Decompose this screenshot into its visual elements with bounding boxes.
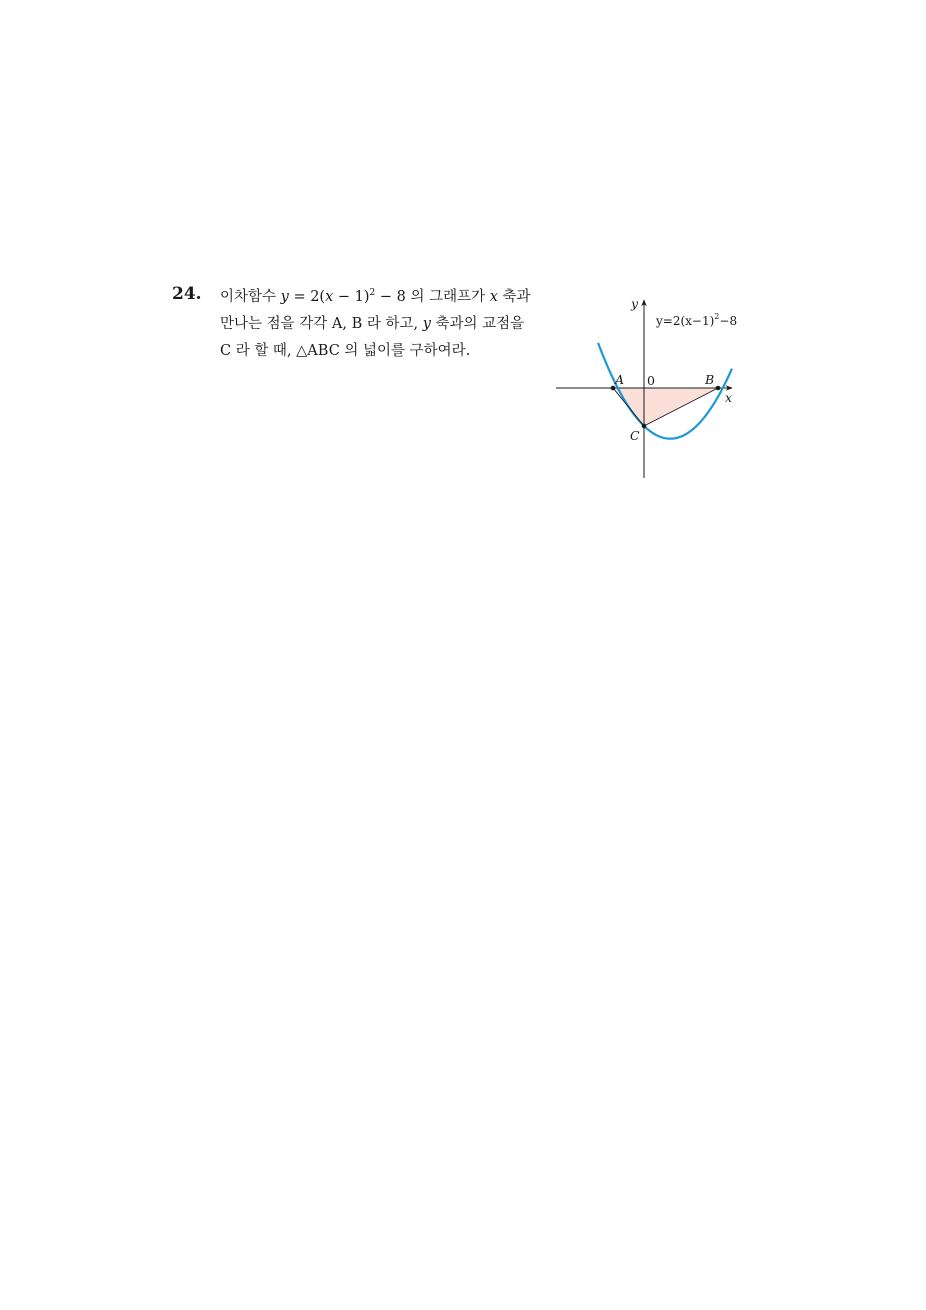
point-b bbox=[716, 386, 721, 391]
point-a-label: A bbox=[615, 372, 625, 387]
equation-base: y=2(x−1) bbox=[656, 314, 715, 328]
text-segment: 이차함수 bbox=[220, 289, 281, 305]
point-c bbox=[642, 424, 647, 429]
axis-y-label: y bbox=[631, 296, 639, 311]
text-segment: = 2( bbox=[288, 289, 326, 305]
graph-svg bbox=[552, 292, 748, 482]
statement-line-2 bbox=[220, 311, 550, 338]
point-c-label: C bbox=[630, 428, 640, 443]
statement-line-1 bbox=[220, 284, 550, 311]
point-b-label: B bbox=[705, 372, 715, 387]
problem-statement bbox=[220, 284, 550, 365]
math-var-y: y bbox=[280, 289, 289, 305]
math-var-x: x bbox=[489, 289, 498, 305]
math-var-x: x bbox=[325, 289, 334, 305]
axis-x-label: x bbox=[725, 390, 733, 405]
text-segment: − 8 의 그래프가 bbox=[375, 289, 490, 305]
parabola-graph bbox=[552, 292, 748, 482]
equation-exponent: 2 bbox=[714, 312, 720, 321]
text-segment: 축과 bbox=[497, 289, 531, 305]
equation-tail: −8 bbox=[719, 314, 738, 328]
text-segment: 만나는 점을 각각 A, B 라 하고, bbox=[220, 316, 423, 332]
math-exponent: 2 bbox=[369, 288, 376, 298]
problem-number: 24. bbox=[172, 284, 202, 304]
statement-line-3: C 라 할 때, △ABC 의 넓이를 구하여라. bbox=[220, 343, 471, 359]
text-segment: 축과의 교점을 bbox=[430, 316, 525, 332]
text-segment: − 1) bbox=[333, 289, 370, 305]
equation-label bbox=[655, 312, 737, 328]
origin-label: 0 bbox=[647, 373, 655, 388]
math-var-y: y bbox=[422, 316, 431, 332]
